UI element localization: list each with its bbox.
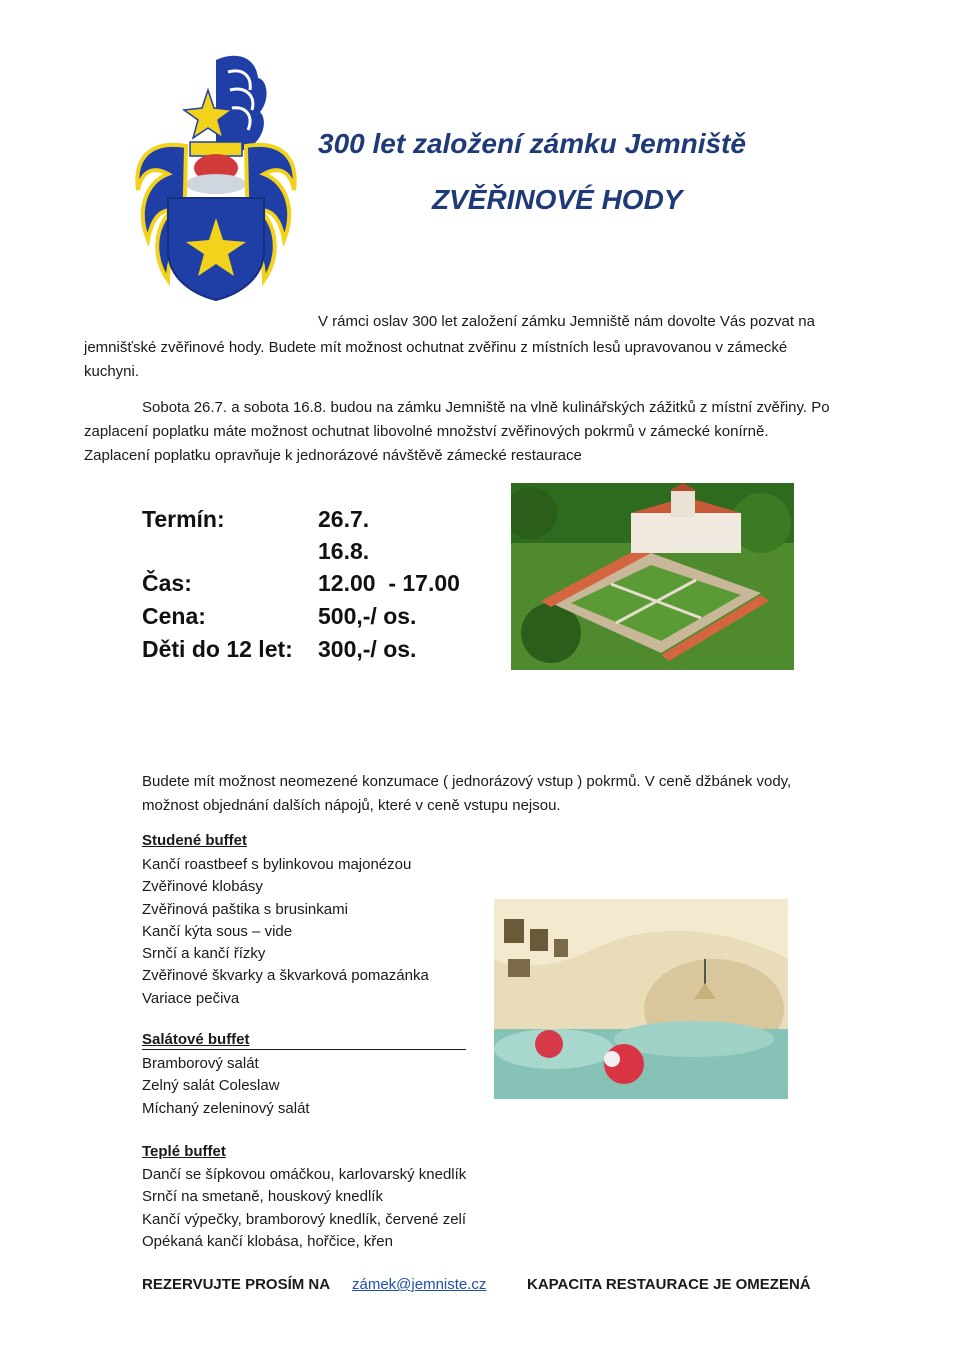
capacity-note: KAPACITA RESTAURACE JE OMEZENÁ [527,1276,811,1293]
cas-label: Čas: [142,570,192,596]
coat-of-arms-logo [128,50,304,302]
consumption-line: možnost objednání dalších nápojů, které v ceně vstupu nejsou. [142,797,561,814]
list-item: Srnčí na smetaně, houskový knedlík [142,1188,383,1206]
deti-value: 300,-/ os. [318,636,417,662]
list-item: Kančí kýta sous – vide [142,922,293,940]
list-item: Srnčí a kančí řízky [142,945,266,963]
list-item: Kančí výpečky, bramborový knedlík, červené zelí [142,1210,467,1228]
coat-of-arms-icon [128,50,304,302]
deti-label: Děti do 12 let: [142,636,293,662]
list-item: Zvěřinová paštika s brusinkami [142,900,348,918]
intro-line: V rámci oslav 300 let založení zámku Jemniště nám dovolte Vás pozvat na [318,313,815,330]
cold-buffet-list [142,854,502,1010]
intro-line: Sobota 26.7. a sobota 16.8. budou na zámku Jemniště na vlně kulinářských zážitků z místní zvěřiny. Po [142,399,830,416]
list-item: Zvěřinové klobásy [142,878,263,896]
restaurant-interior-photo [494,899,788,1099]
salad-buffet-list [142,1053,502,1120]
castle-aerial-photo [511,483,794,670]
list-item: Zvěřinové škvarky a škvarková pomazánka [142,967,429,985]
page-title: 300 let založení zámku Jemniště [318,128,746,159]
intro-line: kuchyni. [84,363,140,380]
reservation-email-link[interactable]: zámek@jemniste.cz [352,1276,487,1293]
list-item: Kančí roastbeef s bylinkovou majonézou [142,856,412,873]
cold-buffet-heading: Studené buffet [142,832,247,849]
reserve-label: REZERVUJTE PROSÍM NA [142,1276,331,1293]
salad-buffet-heading: Salátové buffet [142,1031,250,1048]
termin-value: 26.7. [318,506,370,532]
warm-buffet-list [142,1164,542,1253]
cena-value: 500,-/ os. [318,603,417,629]
termin-label: Termín: [142,506,225,532]
salad-heading-rule [142,1049,466,1050]
consumption-line: Budete mít možnost neomezené konzumace ( jednorázový vstup ) pokrmů. V ceně džbánek vody, [142,773,792,790]
cas-value: 12.00 - 17.00 [318,570,460,596]
intro-line: jemnišťské zvěřinové hody. Budete mít možnost ochutnat zvěřinu z místních lesů upravovanou v zámecké [84,339,788,356]
list-item: Opékaná kančí klobása, hořčice, křen [142,1232,393,1250]
list-item: Variace pečiva [142,989,240,1007]
warm-buffet-heading: Teplé buffet [142,1143,226,1160]
page-subtitle: ZVĚŘINOVÉ HODY [432,184,683,215]
intro-line: zaplacení poplatku máte možnost ochutnat libovolné množství zvěřinových pokrmů v zámecké konírně. [84,423,769,440]
termin-value: 16.8. [318,538,370,564]
cena-label: Cena: [142,603,206,629]
list-item: Dančí se šípkovou omáčkou, karlovarský knedlík [142,1166,467,1183]
list-item: Bramborový salát [142,1055,259,1072]
list-item: Zelný salát Coleslaw [142,1077,280,1095]
intro-line: Zaplacení poplatku opravňuje k jednorázové návštěvě zámecké restaurace [84,447,582,464]
list-item: Míchaný zeleninový salát [142,1099,310,1117]
